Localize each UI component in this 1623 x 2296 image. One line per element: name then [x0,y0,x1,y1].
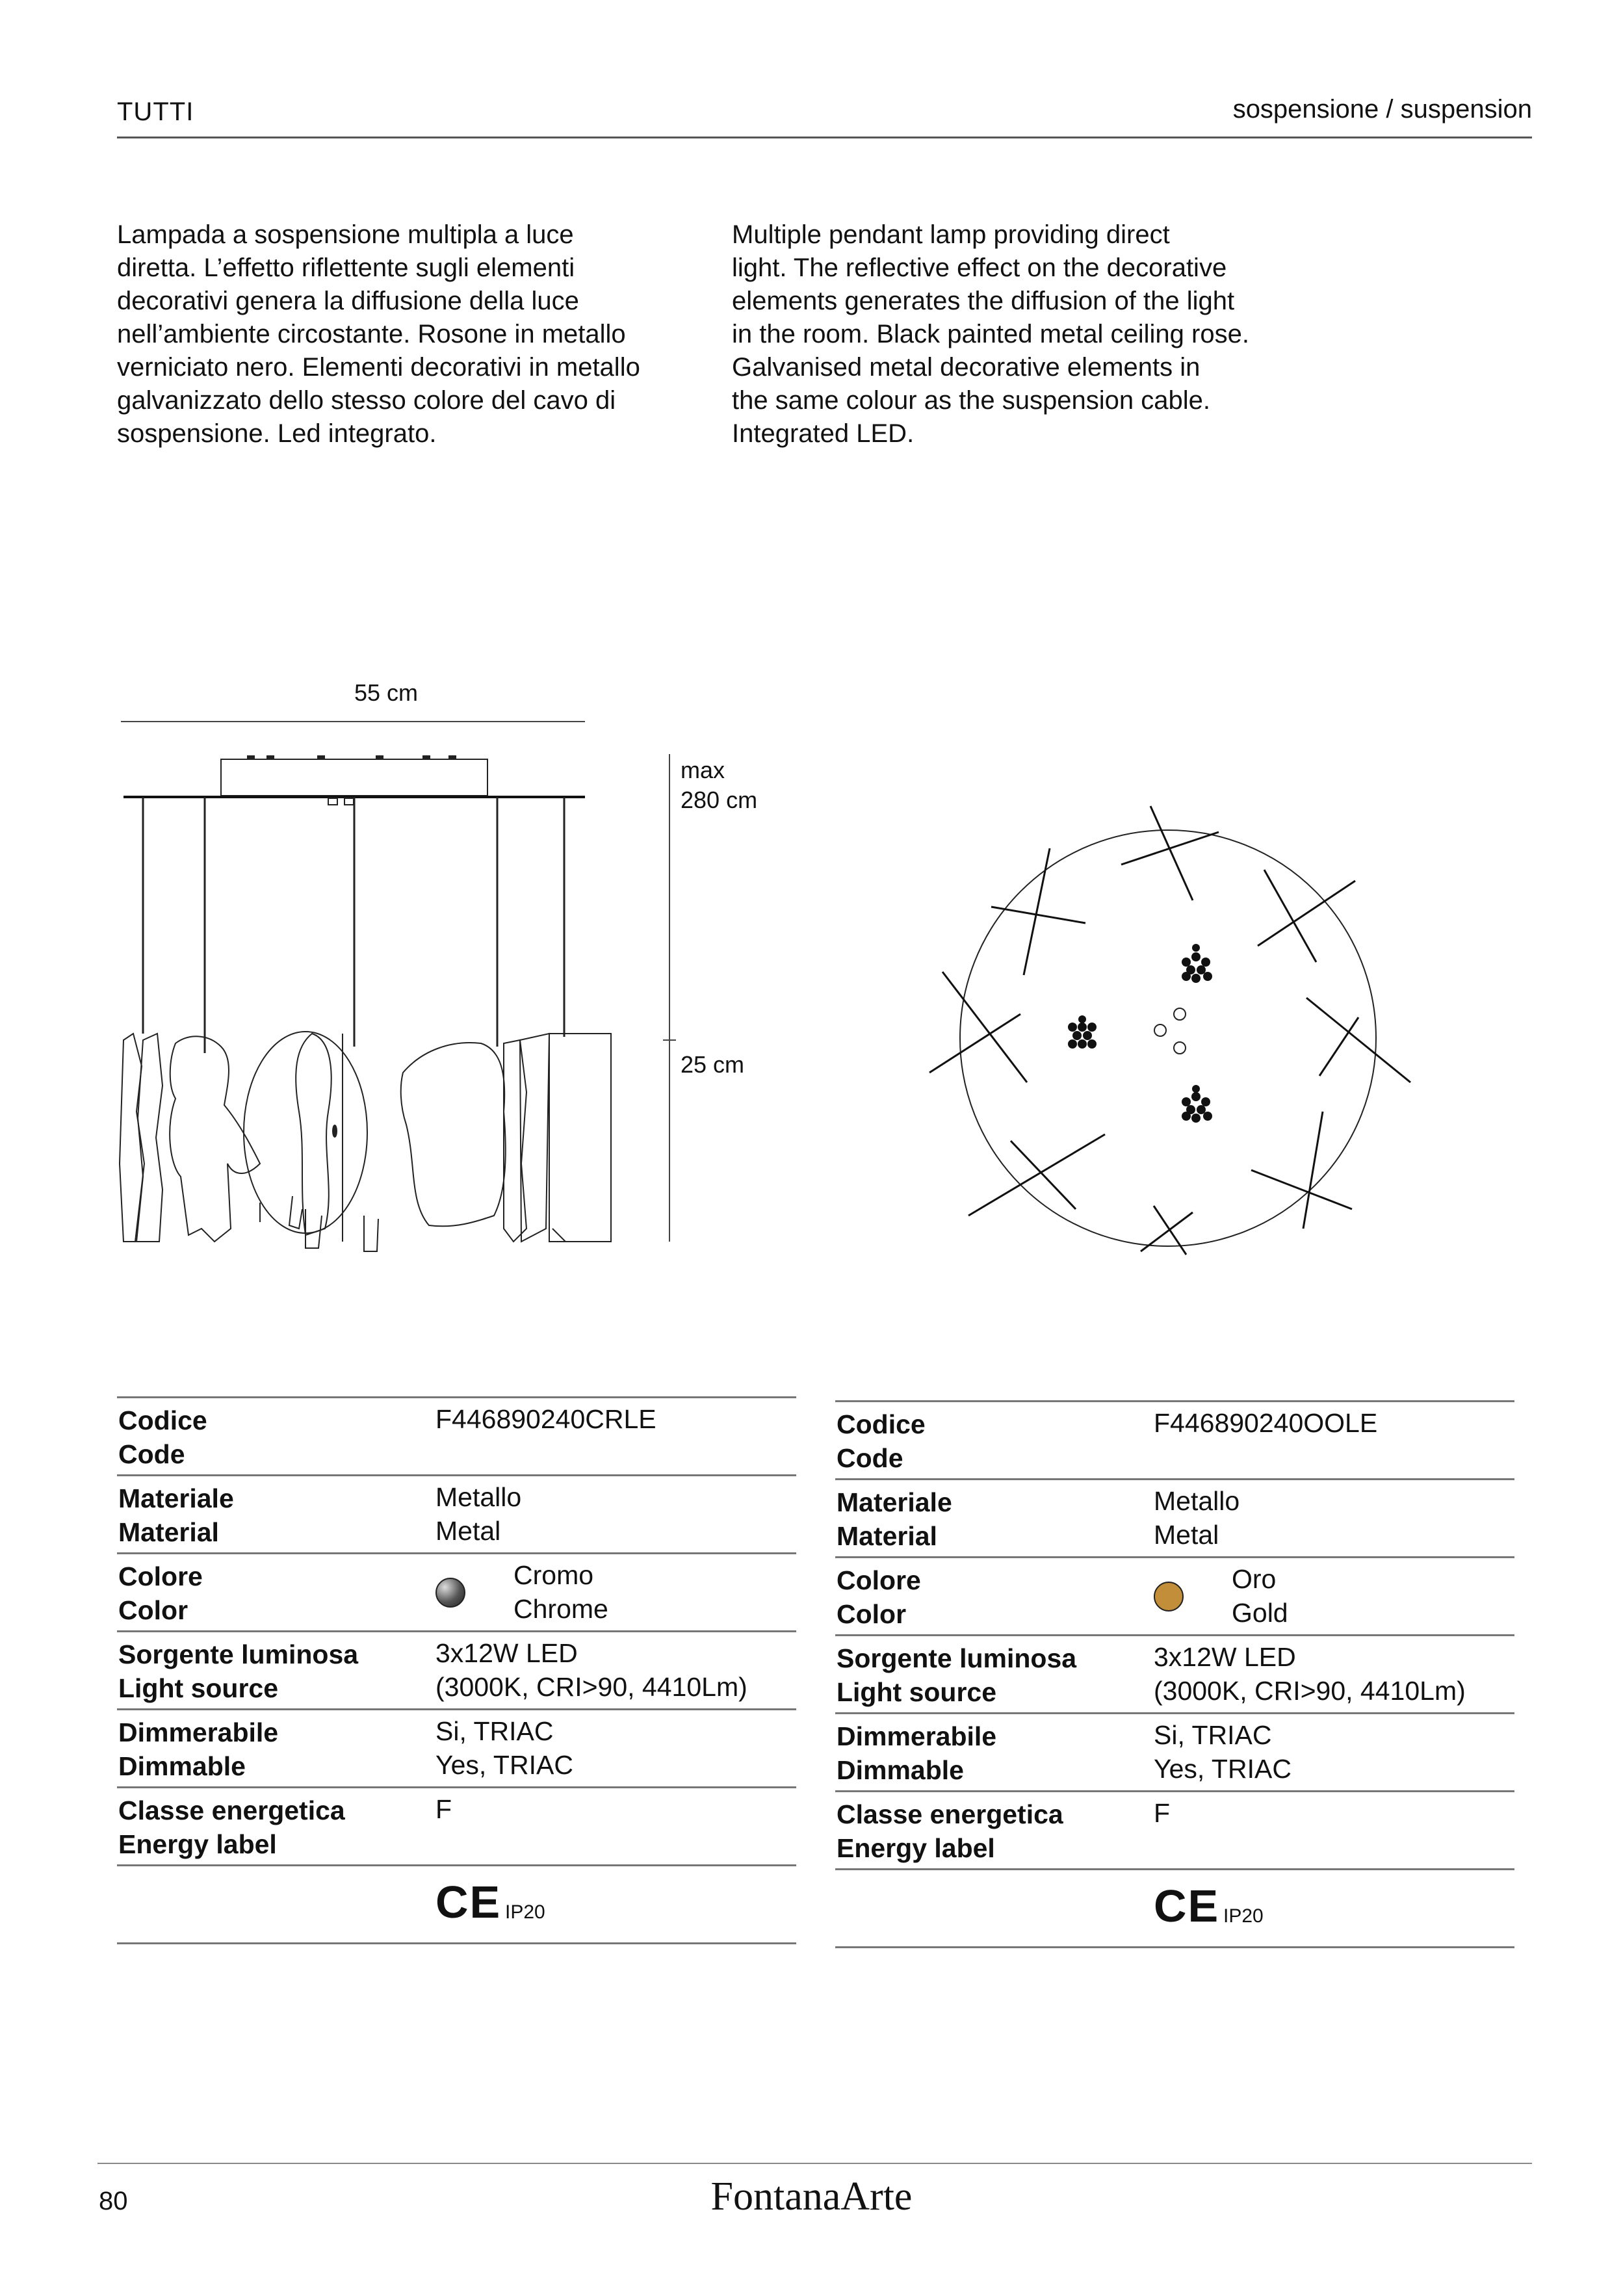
header-rule [117,137,1532,138]
spec-row-certification [117,1864,796,1944]
light-source-label: Sorgente luminosa Light source [118,1639,359,1703]
spec-table-chrome [117,1396,796,1944]
width-dimension-label: 55 cm [354,679,419,706]
dimmable-value: Si, TRIAC Yes, TRIAC [435,1716,573,1780]
color-value: Cromo Chrome [513,1560,608,1624]
material-value: Metallo Metal [435,1482,522,1546]
spec-row-energy [835,1790,1514,1868]
light-source-label: Sorgente luminosa Light source [837,1643,1077,1707]
code-label: Codice Code [118,1405,207,1469]
dimmable-label: Dimmerabile Dimmable [118,1717,279,1781]
energy-value: F [1154,1798,1171,1828]
ce-mark-icon: CE [435,1877,502,1927]
section-title: TUTTI [117,98,194,126]
material-value: Metallo Metal [1154,1486,1240,1550]
category-label: sospensione / suspension [1232,95,1532,124]
led-clusters [1068,944,1212,1123]
max-height-label: max [681,757,725,783]
elevation-drawing [97,670,812,1287]
chrome-swatch [435,1578,465,1608]
spec-row-light-source [835,1634,1514,1712]
spec-table-gold [835,1400,1514,1948]
code-value: F446890240CRLE [435,1404,656,1434]
brand-logo: FontanaArte [710,2174,913,2219]
spec-row-material [835,1478,1514,1556]
light-source-value: 3x12W LED (3000K, CRI>90, 4410Lm) [435,1638,747,1702]
suspension-cables [143,797,564,1053]
spec-row-certification [835,1868,1514,1948]
spec-row-dimmable [117,1708,796,1786]
decorative-elements [120,1032,611,1251]
dimmable-label: Dimmerabile Dimmable [837,1721,997,1785]
ip-rating: IP20 [1223,1905,1264,1927]
energy-value: F [435,1794,452,1824]
ip-rating: IP20 [505,1901,545,1923]
description-english: Multiple pendant lamp providing direct light. The reflective effect on the decorative elements generates the diffusion of the light in the room. Black painted metal ceiling rose. Galvanised metal decorative elements in the same colour as the suspension cable. Integrated LED. [732,220,1249,448]
spec-row-color [835,1556,1514,1634]
dimmable-value: Si, TRIAC Yes, TRIAC [1154,1720,1292,1784]
max-height-value: 280 cm [681,787,758,813]
color-label: Colore Color [118,1561,203,1625]
spec-row-code [117,1396,796,1474]
page-number: 80 [99,2187,128,2215]
spec-row-dimmable [835,1712,1514,1790]
ce-mark-icon: CE [1154,1881,1220,1931]
ceiling-rose [221,759,487,796]
body-height-label: 25 cm [681,1051,745,1078]
light-source-value: 3x12W LED (3000K, CRI>90, 4410Lm) [1154,1642,1466,1706]
material-label: Materiale Material [118,1483,234,1547]
code-label: Codice Code [837,1409,926,1473]
top-view-drawing [890,774,1430,1274]
spec-row-material [117,1474,796,1552]
spec-row-energy [117,1786,796,1864]
decorative-sticks [929,806,1410,1255]
energy-label: Classe energetica Energy label [118,1795,345,1859]
color-value: Oro Gold [1232,1564,1288,1628]
spec-row-code [835,1400,1514,1478]
spec-row-light-source [117,1630,796,1708]
material-label: Materiale Material [837,1487,952,1551]
description-italian: Lampada a sospensione multipla a luce diretta. L’effetto riflettente sugli elementi decorativi genera la diffusione della luce nell’ambiente circostante. Rosone in metallo verniciato nero. Elementi decorativi in metallo galvanizzato dello stesso colore del cavo di sospensione. Led integrato. [117,220,640,448]
gold-swatch [1154,1582,1184,1611]
color-label: Colore Color [837,1565,921,1629]
spec-row-color [117,1552,796,1630]
code-value: F446890240OOLE [1154,1408,1378,1438]
footer-rule [97,2163,1532,2164]
energy-label: Classe energetica Energy label [837,1799,1063,1863]
cable-holes [1154,1008,1186,1054]
